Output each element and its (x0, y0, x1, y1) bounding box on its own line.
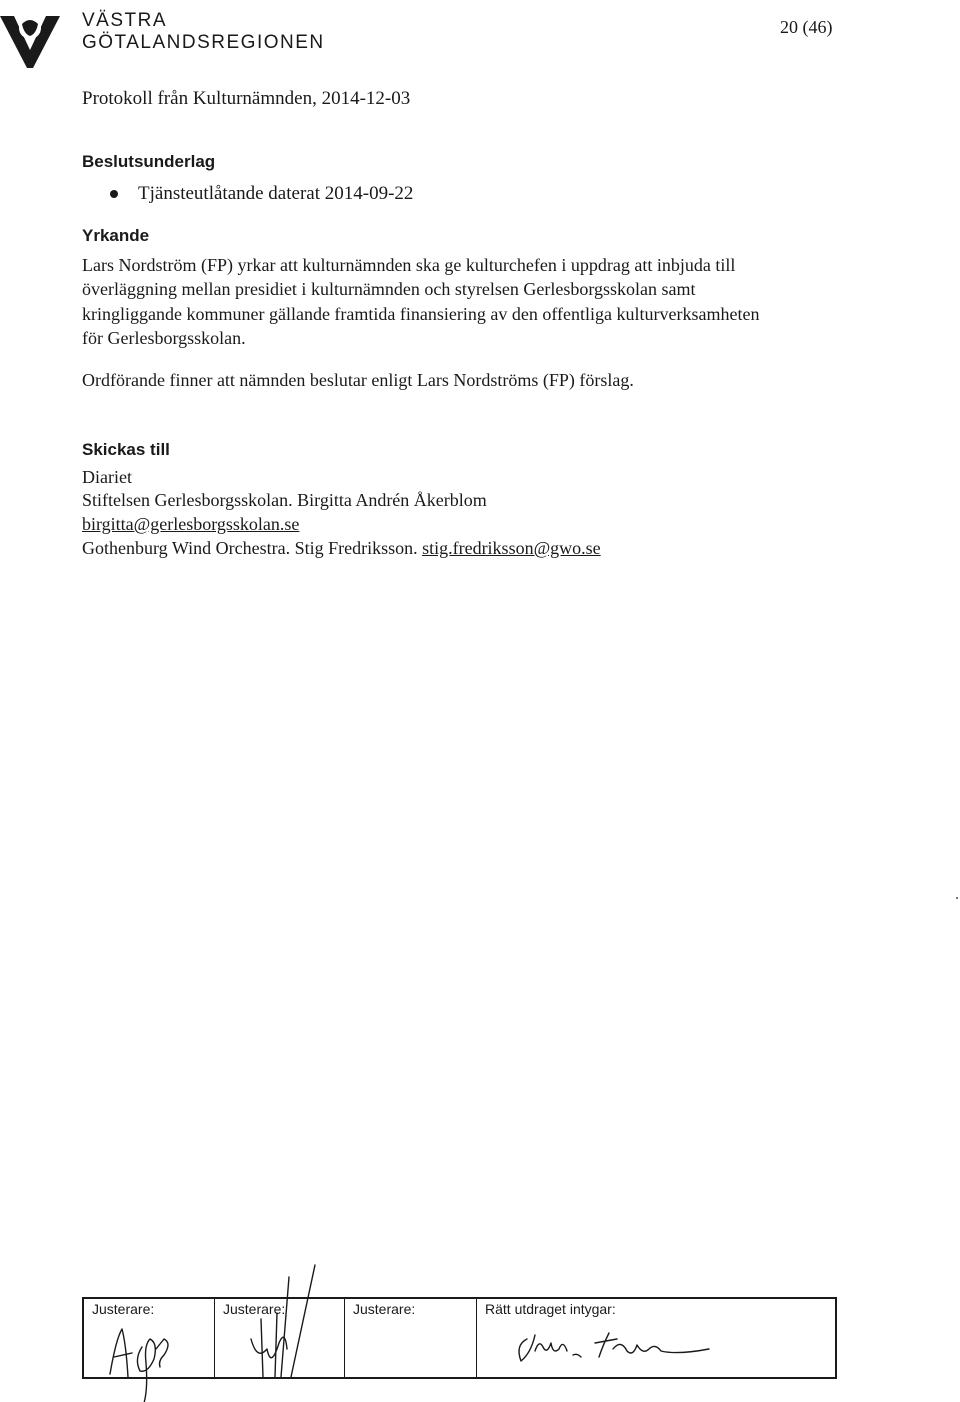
skickas-till-heading: Skickas till (82, 440, 170, 459)
org-name-line2: GÖTALANDSREGIONEN (82, 32, 325, 53)
signature-cell-1 (84, 1299, 215, 1377)
signature-label-4: Rätt utdraget intygar: (485, 1301, 616, 1317)
protocol-title: Protokoll från Kulturnämnden, 2014-12-03 (82, 88, 411, 109)
signature-label-2: Justerare: (223, 1301, 286, 1317)
signature-table (82, 1297, 837, 1379)
signature-cell-4 (477, 1299, 835, 1377)
recipient-email-link-2[interactable]: stig.fredriksson@gwo.se (422, 538, 601, 558)
recipient-line-4 (82, 538, 601, 559)
signature-label-1: Justerare: (92, 1301, 155, 1317)
ordforande-text: Ordförande finner att nämnden beslutar enligt Lars Nordströms (FP) förslag. (82, 370, 634, 390)
list-item (110, 183, 413, 205)
signature-label-3: Justerare: (353, 1301, 416, 1317)
page-number: 20 (46) (780, 17, 833, 37)
beslutsunderlag-heading: Beslutsunderlag (82, 152, 216, 171)
signature-cell-2 (215, 1299, 345, 1377)
bullet-icon (110, 190, 118, 198)
signature-cell-3 (345, 1299, 477, 1377)
list-item-text: Tjänsteutlåtande daterat 2014-09-22 (138, 183, 414, 204)
handwritten-signature-2 (215, 1299, 345, 1389)
yrkande-text: Lars Nordström (FP) yrkar att kulturnämnden ska ge kulturchefen i uppdrag att inbjuda till överläggning mellan presidiet i kulturnämnden och styrelsen Gerlesborgsskolan samt kringliggande kommuner gällande framtida finansiering av den offentliga kulturverksamheten för Gerlesborgsskolan. (82, 255, 760, 348)
recipient-line-4-text: Gothenburg Wind Orchestra. Stig Fredriksson. (82, 538, 423, 558)
scan-artifact (956, 897, 958, 899)
recipient-line-1: Diariet (82, 467, 132, 487)
yrkande-heading: Yrkande (82, 226, 150, 245)
org-name-line1: VÄSTRA (82, 10, 168, 31)
vgr-logo-icon (0, 6, 60, 70)
handwritten-signature-1 (84, 1299, 215, 1399)
recipient-email-link-1[interactable]: birgitta@gerlesborgsskolan.se (82, 514, 300, 534)
handwritten-signature-4 (477, 1299, 837, 1379)
organization-name (82, 10, 325, 54)
recipient-line-2: Stiftelsen Gerlesborgsskolan. Birgitta Andrén Åkerblom (82, 490, 487, 510)
